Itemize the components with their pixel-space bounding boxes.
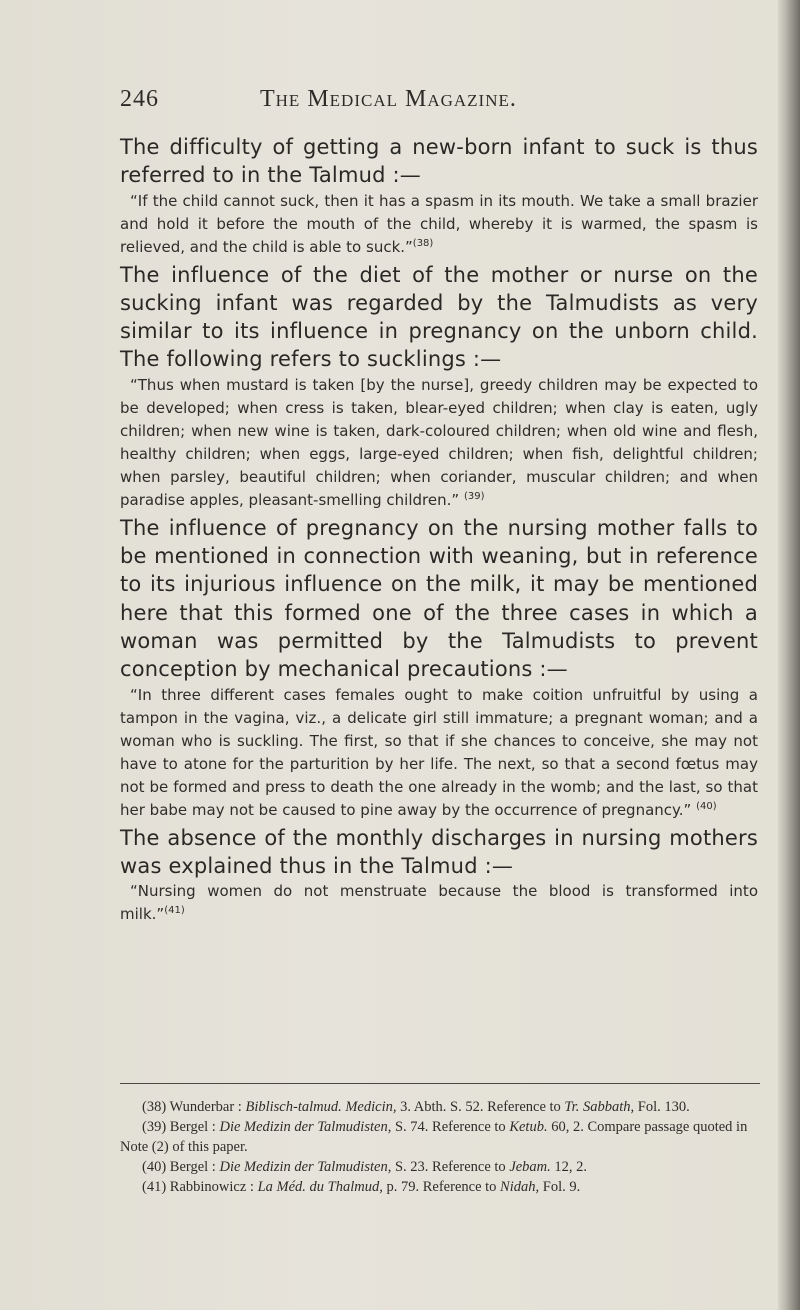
footnote-detail: S. 23. Reference to [394,1159,506,1175]
footnote-ref-39: (39) [463,490,485,502]
paragraph-pregnancy-influence: The influence of pregnancy on the nursing mother falls to be mentioned in connection with weaning, but in reference to its injurious influence on the milk, it may be mentioned here that this formed one of the three cases in which a woman was permitted by the Talmudists to prevent conception by mechanical precautions :— [120,515,758,682]
footnote-ref-work: Ketub. [509,1119,548,1135]
footnote-38 [120,1097,760,1117]
footnote-ref-41: (41) [164,905,185,917]
footnote-number: (39) [142,1119,167,1135]
quote-menstruation-text: “Nursing women do not menstruate because the blood is transformed into milk.” [120,882,758,924]
footnote-author: Bergel : [169,1159,216,1175]
quote-menstruation [120,880,758,926]
footnote-ref-work: Tr. Sabbath, [564,1099,635,1115]
footnote-ref-40: (40) [696,800,717,812]
footnote-number: (38) [142,1099,167,1115]
footnote-work: Biblisch-talmud. Medicin, [245,1099,397,1115]
footnote-39 [120,1117,760,1157]
footnote-author: Wunderbar : [169,1099,242,1115]
paragraph-monthly-discharges: The absence of the monthly discharges in nursing mothers was explained thus in the Talmud :— [120,825,758,878]
page-number: 246 [120,86,159,112]
quote-spasm [120,190,758,259]
footnote-author: Rabbinowicz : [169,1179,254,1195]
paragraph-suck-difficulty: The difficulty of getting a new-born infant to suck is thus referred to in the Talmud :— [120,135,758,188]
running-title: The Medical Magazine. [260,86,517,112]
footnote-divider [120,1083,760,1084]
footnote-ref-38: (38) [412,237,434,249]
footnote-41 [120,1177,760,1197]
footnote-author: Bergel : [169,1119,216,1135]
quote-spasm-text: “If the child cannot suck, then it has a spasm in its mouth. We take a small brazier and hold it before the mouth of the child, whereby it is warmed, the spasm is relieved, and the child is able to suck.” [120,191,758,256]
footnote-detail: S. 74. Reference to [394,1119,506,1135]
footnote-tail: 60, 2. Compare passage quoted in Note (2) of this paper. [120,1119,748,1155]
footnote-ref-work: Jebam. [509,1159,551,1175]
footnote-work: Die Medizin der Talmudisten, [219,1119,392,1135]
footnote-tail: 12, 2. [554,1159,588,1175]
footnote-number: (40) [142,1159,167,1175]
footnotes [120,1097,760,1197]
footnote-work: Die Medizin der Talmudisten, [219,1159,392,1175]
quote-sucklings [120,374,758,512]
page-edge-shadow [778,0,800,1310]
footnote-detail: 3. Abth. S. 52. Reference to [400,1099,561,1115]
footnote-tail: Fol. 9. [542,1179,581,1195]
article-body [120,133,758,928]
quote-three-cases [120,684,758,822]
footnote-number: (41) [142,1179,167,1195]
quote-three-cases-text: “In three different cases females ought to make coition unfruitful by using a tampon in the vagina, viz., a delicate girl still immature; a pregnant woman; and a woman who is suckling. The first, so that if she chances to conceive, she may not have to atone for the parturition by her life. The next, so that a second fœtus may not be formed and press to death the one already in the womb; and the last, so that her babe may not be caused to pine away by the occurrence of pregnancy.” [120,685,758,819]
footnote-ref-work: Nidah, [500,1179,540,1195]
footnote-40 [120,1157,760,1177]
footnote-tail: Fol. 130. [637,1099,690,1115]
quote-sucklings-text: “Thus when mustard is taken [by the nurse], greedy children may be expected to be developed; when cress is taken, blear-eyed children; when clay is eaten, ugly children; when new wine is taken, dark-coloured children; when old wine and flesh, healthy children; when eggs, large-eyed children; when fish, delightful children; when parsley, beautiful children; when coriander, muscular children; and when paradise apples, pleasant-smelling children.” [120,375,758,509]
paragraph-diet-influence: The influence of the diet of the mother or nurse on the sucking infant was regarded by the Talmudists as very similar to its influence in pregnancy on the unborn child. The following refers to sucklings :— [120,262,758,372]
footnote-work: La Méd. du Thalmud, [257,1179,383,1195]
footnote-detail: p. 79. Reference to [386,1179,497,1195]
